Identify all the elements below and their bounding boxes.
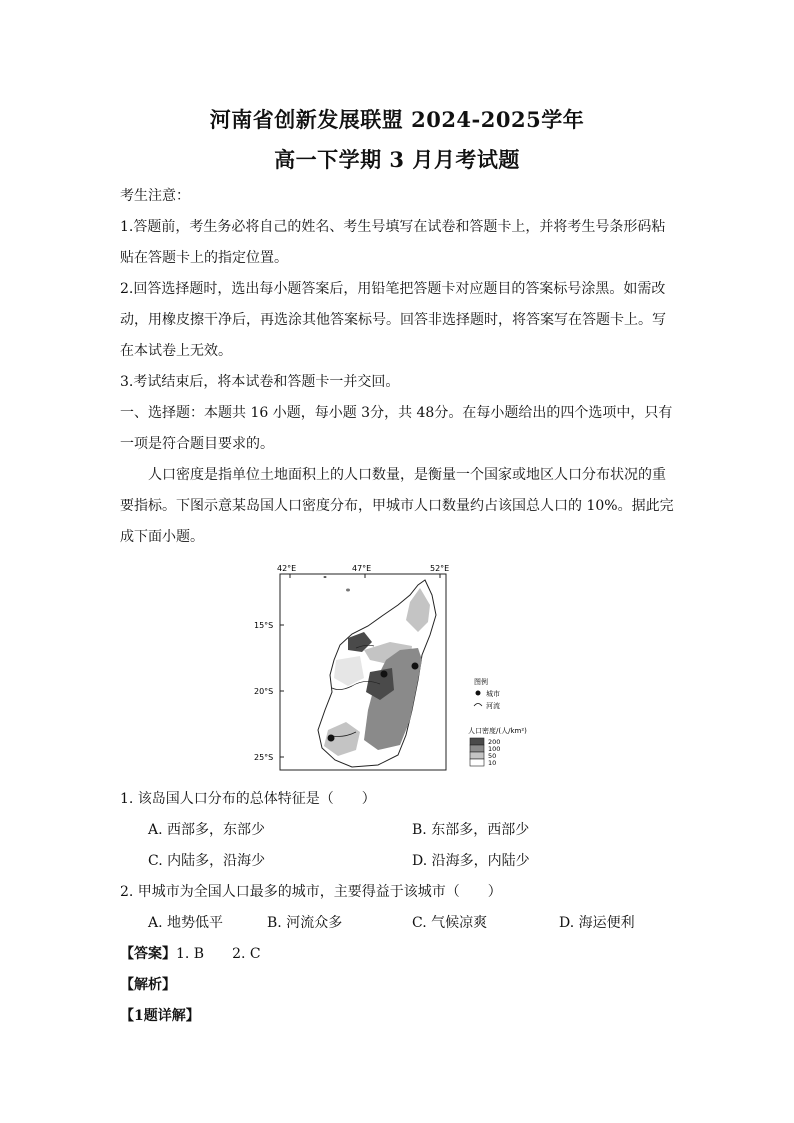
answer-label: 【答案】 xyxy=(120,946,176,962)
question2-option-a: A. 地势低平 xyxy=(148,915,224,931)
lon-label-47: 47°E xyxy=(352,564,372,573)
legend-river-symbol xyxy=(474,704,482,707)
question2-option-d: D. 海运便利 xyxy=(559,915,635,931)
section-heading-line1: 一、选择题：本题共 16 小题，每小题 3分，共 48分。在每小题给出的四个选项中，只有 xyxy=(120,405,673,421)
notice-item1-line2: 贴在答题卡上的指定位置。 xyxy=(120,250,288,266)
analysis-heading: 【解析】 xyxy=(120,977,176,993)
legend-city-label: 城市 xyxy=(486,690,500,698)
answer-line xyxy=(120,944,261,964)
stem-line2: 要指标。下图示意某岛国人口密度分布，甲城市人口数量约占该国总人口的 10%。据此完 xyxy=(120,498,674,514)
lat-label-15: 15°S xyxy=(254,621,274,630)
density-swatch-200 xyxy=(470,738,484,745)
question2-option-c: C. 气候凉爽 xyxy=(412,915,488,931)
question1-option-a: A. 西部多，东部少 xyxy=(148,822,266,838)
notice-item2-line2: 动，用橡皮擦干净后，再选涂其他答案标号。回答非选择题时，将答案写在答题卡上。写 xyxy=(120,312,666,328)
notice-heading: 考生注意： xyxy=(120,188,190,204)
density-swatch-100 xyxy=(470,745,484,752)
lat-label-20: 20°S xyxy=(254,687,274,696)
section-heading-line2: 一项是符合题目要求的。 xyxy=(120,436,274,452)
notice-item2-line1: 2.回答选择题时，选出每小题答案后，用铅笔把答题卡对应题目的答案标号涂黑。如需改 xyxy=(120,281,666,297)
city-marker xyxy=(328,735,335,742)
density-value-50: 50 xyxy=(488,752,497,760)
notice-item1-line1: 1.答题前，考生务必将自己的姓名、考生号填写在试卷和答题卡上，并将考生号条形码粘 xyxy=(120,219,666,235)
question1-option-b: B. 东部多，西部少 xyxy=(412,822,530,838)
city-marker xyxy=(381,671,388,678)
density-value-10: 10 xyxy=(488,759,497,767)
legend-city-symbol xyxy=(476,691,481,696)
exam-title-line1: 河南省创新发展联盟 2024-2025学年 xyxy=(209,107,585,132)
density-value-200: 200 xyxy=(488,738,501,746)
population-density-map xyxy=(254,560,550,775)
lon-label-42: 42°E xyxy=(277,564,297,573)
density-swatch-50 xyxy=(470,752,484,759)
question1-stem: 1. 该岛国人口分布的总体特征是（ ） xyxy=(120,791,376,807)
islet xyxy=(346,589,350,592)
answer-text: 1. B 2. C xyxy=(176,946,261,962)
lon-label-52: 52°E xyxy=(430,564,450,573)
question2-option-b: B. 河流众多 xyxy=(267,915,343,931)
exam-title-line2: 高一下学期 3 月月考试题 xyxy=(274,147,520,172)
detail-heading: 【1题详解】 xyxy=(120,1008,200,1024)
lat-label-25: 25°S xyxy=(254,753,274,762)
density-legend-title: 人口密度/(人/km²) xyxy=(468,727,527,735)
stem-line3: 成下面小题。 xyxy=(120,529,204,545)
legend-title: 图例 xyxy=(474,678,488,686)
islet xyxy=(324,576,327,578)
question2-stem: 2. 甲城市为全国人口最多的城市，主要得益于该城市（ ） xyxy=(120,884,502,900)
city-marker xyxy=(412,663,419,670)
legend-river-label: 河流 xyxy=(486,702,500,710)
density-swatch-10 xyxy=(470,759,484,766)
question1-option-c: C. 内陆多，沿海少 xyxy=(148,853,266,869)
notice-item2-line3: 在本试卷上无效。 xyxy=(120,343,232,359)
question1-option-d: D. 沿海多，内陆少 xyxy=(412,853,530,869)
stem-line1: 人口密度是指单位土地面积上的人口数量，是衡量一个国家或地区人口分布状况的重 xyxy=(148,467,666,483)
notice-item3: 3.考试结束后，将本试卷和答题卡一并交回。 xyxy=(120,374,400,390)
density-value-100: 100 xyxy=(488,745,501,753)
